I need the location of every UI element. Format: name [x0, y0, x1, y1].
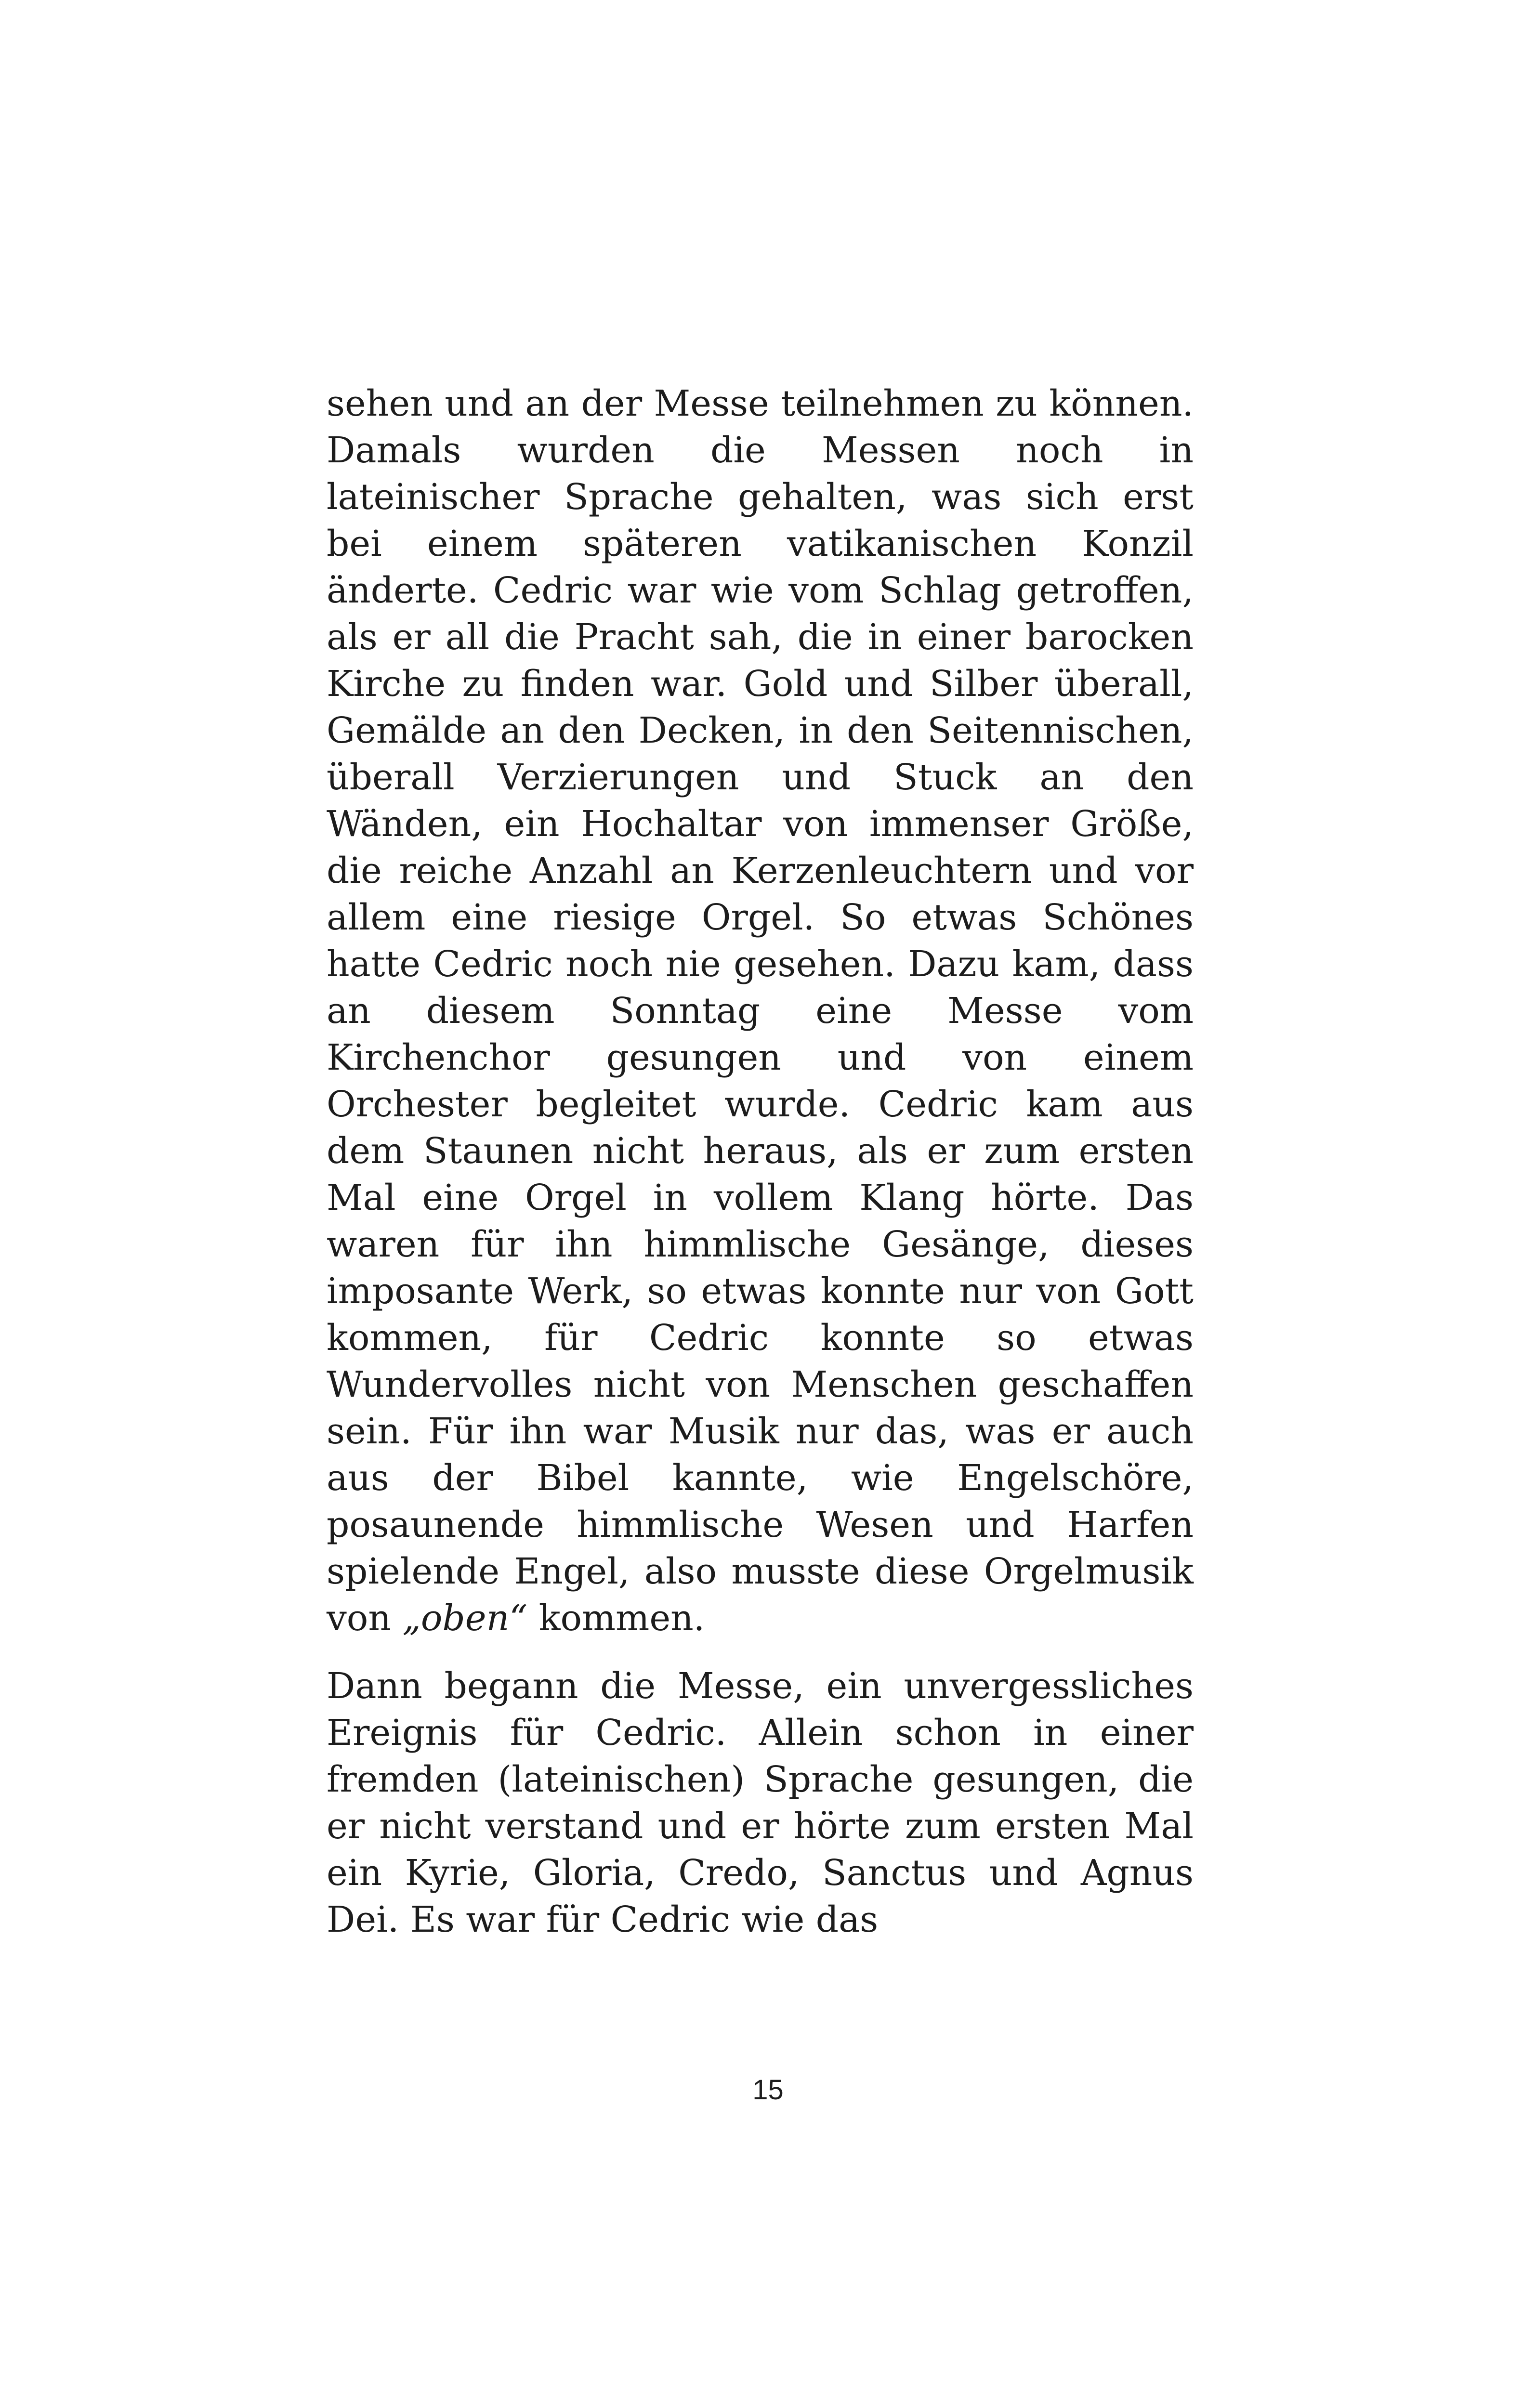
body-text	[327, 380, 1194, 1943]
paragraph-1-ending: kommen.	[527, 1597, 705, 1639]
quoted-word: „oben“	[402, 1597, 528, 1639]
paragraph-1-text: sehen und an der Messe teilnehmen zu können. Damals wurden die Messen noch in lateinischer Sprache gehalten, was sich erst bei einem späteren vatikanischen Konzil änderte. Cedric war wie vom Schlag getroffen, als er all die Pracht sah, die in einer barocken Kirche zu finden war. Gold und Silber überall, Gemälde an den Decken, in den Seitennischen, überall Verzierungen und Stuck an den Wänden, ein Hochaltar von immenser Größe, die reiche Anzahl an Kerzenleuchtern und vor allem eine riesige Orgel. So etwas Schönes hatte Cedric noch nie gesehen. Dazu kam, dass an diesem Sonntag eine Messe vom Kirchenchor gesungen und von einem Orchester begleitet wurde. Cedric kam aus dem Staunen nicht heraus, als er zum ersten Mal eine Orgel in vollem Klang hörte. Das waren für ihn himmlische Gesänge, dieses imposante Werk, so etwas konnte nur von Gott kommen, für Cedric konnte so etwas Wundervolles nicht von Menschen geschaffen sein. Für ihn war Musik nur das, was er auch aus der Bibel kannte, wie Engelschöre, posaunende himmlische Wesen und Harfen spielende Engel, also musste diese Orgelmusik von	[327, 383, 1194, 1639]
page-number: 15	[752, 2074, 784, 2106]
paragraph-2: Dann begann die Messe, ein unvergessliches Ereignis für Cedric. Allein schon in einer fremden (lateinischen) Sprache gesungen, die er nicht verstand und er hörte zum ersten Mal ein Kyrie, Gloria, Credo, Sanctus und Agnus Dei. Es war für Cedric wie das	[327, 1665, 1194, 1940]
paragraph-1	[327, 380, 1194, 1642]
